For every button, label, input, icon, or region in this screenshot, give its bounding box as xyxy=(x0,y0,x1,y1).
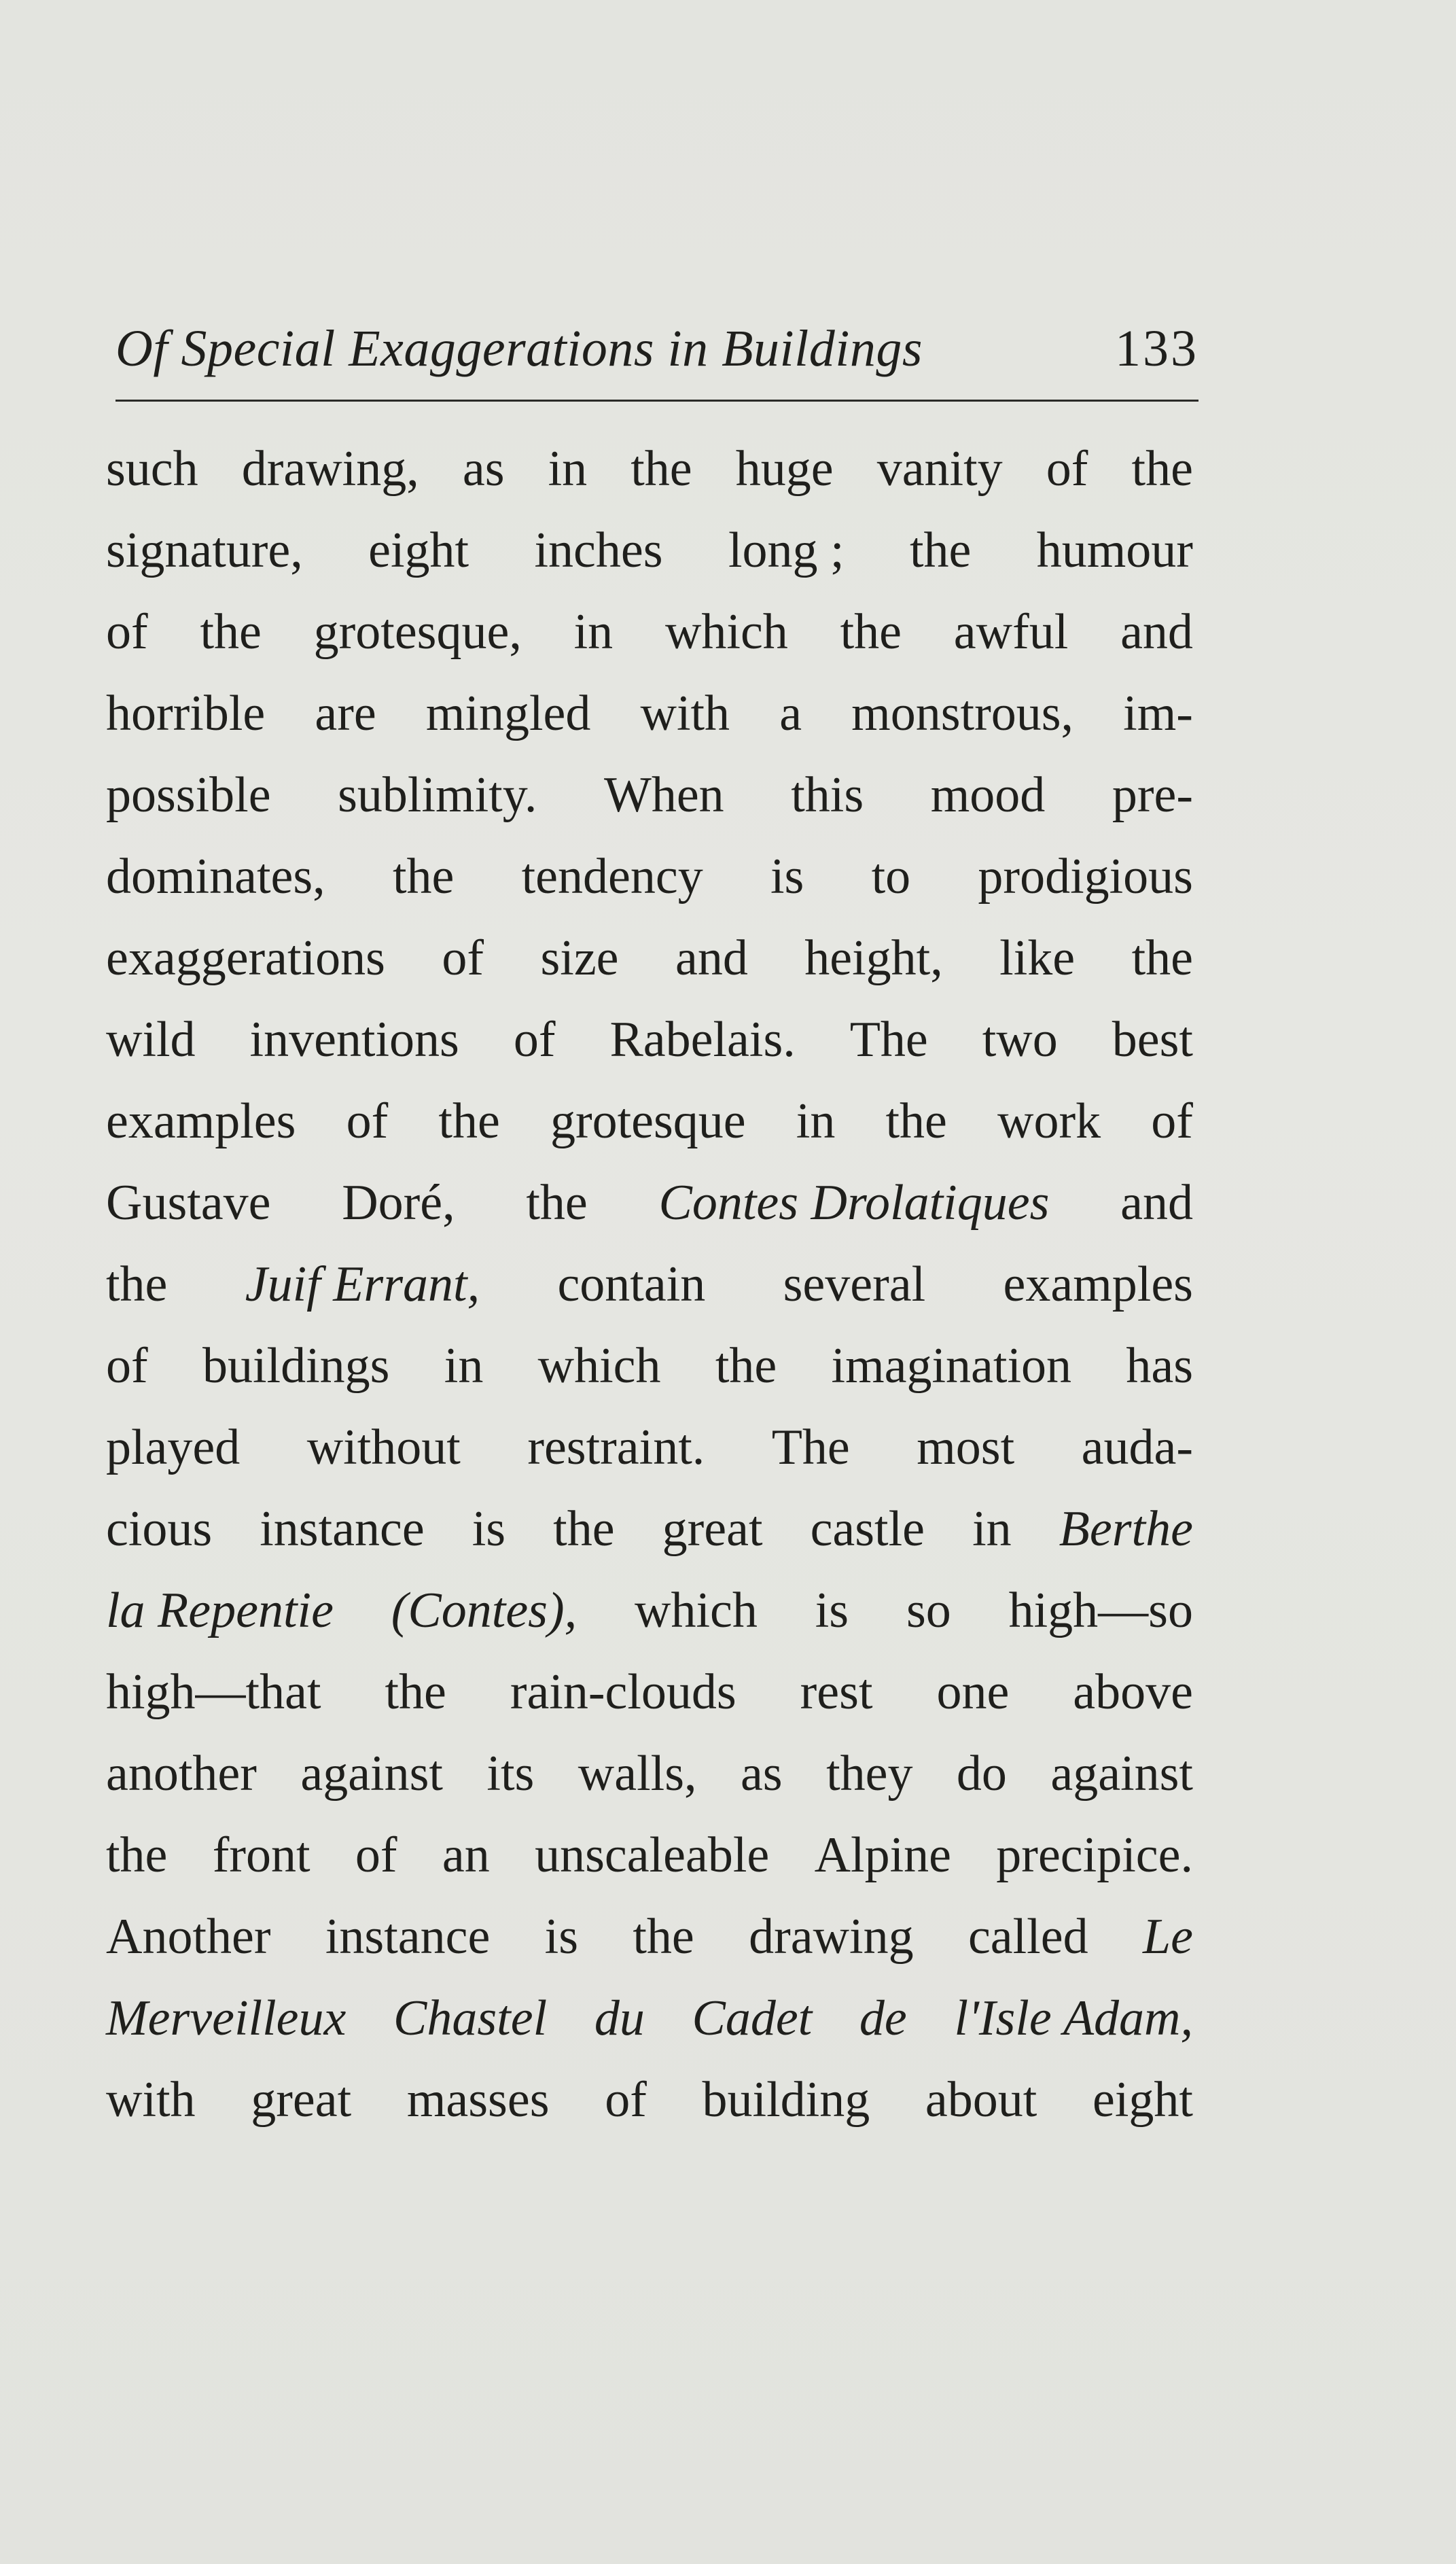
word: instance xyxy=(260,1501,425,1557)
text-line xyxy=(106,428,1193,510)
word: the xyxy=(200,604,262,660)
word: is xyxy=(472,1501,506,1557)
word: is xyxy=(544,1909,578,1965)
word: the xyxy=(106,1257,168,1312)
word: castle xyxy=(810,1501,925,1557)
word: grotesque, xyxy=(313,604,522,660)
word: the xyxy=(909,523,972,578)
word: Le xyxy=(1142,1909,1193,1965)
word: two xyxy=(982,1012,1058,1068)
word: of xyxy=(106,604,148,660)
word: the xyxy=(1131,930,1193,986)
word: as xyxy=(462,441,505,497)
word: the xyxy=(631,441,692,497)
word: of xyxy=(513,1012,556,1068)
word: inches xyxy=(534,523,663,578)
word: against xyxy=(1050,1746,1193,1802)
word: the xyxy=(385,1664,446,1720)
word: is xyxy=(770,849,804,905)
text-line xyxy=(106,1488,1193,1570)
text-line xyxy=(106,1570,1193,1651)
word: played xyxy=(106,1420,241,1475)
word: long ; xyxy=(728,523,845,578)
word: in xyxy=(548,441,588,497)
word: exaggerations xyxy=(106,930,385,986)
text-line xyxy=(106,1814,1193,1896)
word: walls, xyxy=(578,1746,697,1802)
word: de xyxy=(859,1990,907,2046)
word: Merveilleux xyxy=(106,1990,347,2046)
word: tendency xyxy=(521,849,703,905)
word: which xyxy=(664,604,788,660)
word: like xyxy=(999,930,1076,986)
word: work xyxy=(997,1093,1101,1149)
word: in xyxy=(573,604,614,660)
word: in xyxy=(972,1501,1012,1557)
word: huge xyxy=(735,441,834,497)
word: (Contes), xyxy=(391,1583,578,1638)
body-text xyxy=(106,428,1193,2141)
word: rain-clouds xyxy=(510,1664,736,1720)
word: so xyxy=(906,1583,951,1638)
word: dominates, xyxy=(106,849,325,905)
word: the xyxy=(633,1909,694,1965)
word: pre- xyxy=(1112,767,1193,823)
word: of xyxy=(1151,1093,1193,1149)
word: Gustave xyxy=(106,1175,271,1231)
text-line xyxy=(106,1651,1193,1733)
word: which xyxy=(635,1583,758,1638)
header-rule xyxy=(116,400,1198,402)
word: of xyxy=(355,1827,397,1883)
word: prodigious xyxy=(978,849,1193,905)
text-line xyxy=(106,1978,1193,2059)
word: mingled xyxy=(425,686,591,741)
word: restraint. xyxy=(527,1420,705,1475)
word: masses xyxy=(406,2072,550,2128)
running-title: Of Special Exaggerations in Buildings xyxy=(116,320,923,377)
word: precipice. xyxy=(996,1827,1193,1883)
word: with xyxy=(106,2072,196,2128)
word: a xyxy=(779,686,802,741)
word: height, xyxy=(804,930,943,986)
word: above xyxy=(1073,1664,1193,1720)
text-line xyxy=(106,673,1193,754)
text-line xyxy=(106,836,1193,917)
word: are xyxy=(315,686,376,741)
text-line xyxy=(106,1325,1193,1407)
word: Doré, xyxy=(342,1175,455,1231)
word: Contes Drolatiques xyxy=(658,1175,1050,1231)
word: best xyxy=(1112,1012,1193,1068)
text-line xyxy=(106,917,1193,999)
text-line xyxy=(106,1244,1193,1325)
running-head xyxy=(116,311,1198,386)
word: awful xyxy=(953,604,1069,660)
word: one xyxy=(936,1664,1010,1720)
word: contain xyxy=(557,1257,706,1312)
text-line xyxy=(106,754,1193,836)
word: vanity xyxy=(876,441,1003,497)
word: the xyxy=(553,1501,615,1557)
text-line xyxy=(106,1733,1193,1814)
word: and xyxy=(1120,1175,1193,1231)
word: inventions xyxy=(249,1012,459,1068)
word: Alpine xyxy=(814,1827,951,1883)
word: mood xyxy=(930,767,1046,823)
word: eight xyxy=(1093,2072,1193,2128)
word: without xyxy=(306,1420,461,1475)
word: rest xyxy=(800,1664,873,1720)
word: sublimity. xyxy=(338,767,537,823)
word: called xyxy=(967,1909,1088,1965)
word: drawing xyxy=(749,1909,914,1965)
word: and xyxy=(1120,604,1193,660)
word: about xyxy=(925,2072,1037,2128)
word: to xyxy=(871,849,911,905)
word: examples xyxy=(106,1093,296,1149)
word: the xyxy=(840,604,902,660)
word: is xyxy=(815,1583,849,1638)
word: The xyxy=(849,1012,928,1068)
word: du xyxy=(594,1990,645,2046)
text-line xyxy=(106,999,1193,1081)
word: the xyxy=(438,1093,500,1149)
word: Juif Errant, xyxy=(245,1257,480,1312)
word: and xyxy=(675,930,748,986)
word: of xyxy=(442,930,484,986)
word: this xyxy=(791,767,864,823)
word: the xyxy=(392,849,455,905)
word: great xyxy=(662,1501,763,1557)
text-line xyxy=(106,1407,1193,1488)
word: l'Isle Adam, xyxy=(954,1990,1193,2046)
word: its xyxy=(486,1746,535,1802)
word: the xyxy=(526,1175,588,1231)
word: The xyxy=(771,1420,850,1475)
word: front xyxy=(212,1827,310,1883)
text-line xyxy=(106,1896,1193,1978)
word: the xyxy=(715,1338,777,1394)
word: grotesque xyxy=(550,1093,746,1149)
word: auda- xyxy=(1081,1420,1193,1475)
word: wild xyxy=(106,1012,196,1068)
word: im- xyxy=(1123,686,1193,741)
word: Chastel xyxy=(393,1990,548,2046)
word: drawing, xyxy=(241,441,419,497)
word: the xyxy=(885,1093,947,1149)
word: humour xyxy=(1036,523,1193,578)
word: When xyxy=(603,767,724,823)
word: instance xyxy=(325,1909,491,1965)
word: in xyxy=(444,1338,484,1394)
word: size xyxy=(540,930,619,986)
word: in xyxy=(796,1093,836,1149)
word: eight xyxy=(368,523,469,578)
word: has xyxy=(1126,1338,1193,1394)
word: as xyxy=(740,1746,783,1802)
word: monstrous, xyxy=(851,686,1074,741)
text-line xyxy=(106,591,1193,673)
word: of xyxy=(605,2072,647,2128)
word: Another xyxy=(106,1909,271,1965)
word: against xyxy=(300,1746,443,1802)
word: cious xyxy=(106,1501,213,1557)
text-line xyxy=(106,2059,1193,2141)
word: horrible xyxy=(106,686,266,741)
word: the xyxy=(1131,441,1193,497)
word: great xyxy=(251,2072,352,2128)
page-number: 133 xyxy=(1115,320,1198,377)
word: Rabelais. xyxy=(609,1012,796,1068)
word: high—so xyxy=(1008,1583,1193,1638)
word: another xyxy=(106,1746,257,1802)
word: la Repentie xyxy=(106,1583,334,1638)
word: such xyxy=(106,441,198,497)
word: of xyxy=(346,1093,389,1149)
word: buildings xyxy=(202,1338,390,1394)
word: which xyxy=(537,1338,661,1394)
word: of xyxy=(1046,441,1088,497)
word: Berthe xyxy=(1059,1501,1193,1557)
word: high—that xyxy=(106,1664,321,1720)
word: with xyxy=(640,686,730,741)
word: building xyxy=(702,2072,870,2128)
word: do xyxy=(956,1746,1007,1802)
text-line xyxy=(106,510,1193,591)
word: most xyxy=(917,1420,1015,1475)
word: Cadet xyxy=(692,1990,813,2046)
word: of xyxy=(106,1338,148,1394)
word: they xyxy=(826,1746,913,1802)
word: unscaleable xyxy=(535,1827,770,1883)
word: signature, xyxy=(106,523,303,578)
text-line xyxy=(106,1162,1193,1244)
word: examples xyxy=(1003,1257,1193,1312)
text-line xyxy=(106,1081,1193,1162)
word: an xyxy=(442,1827,490,1883)
word: several xyxy=(783,1257,926,1312)
word: the xyxy=(106,1827,168,1883)
word: possible xyxy=(106,767,271,823)
word: imagination xyxy=(831,1338,1072,1394)
